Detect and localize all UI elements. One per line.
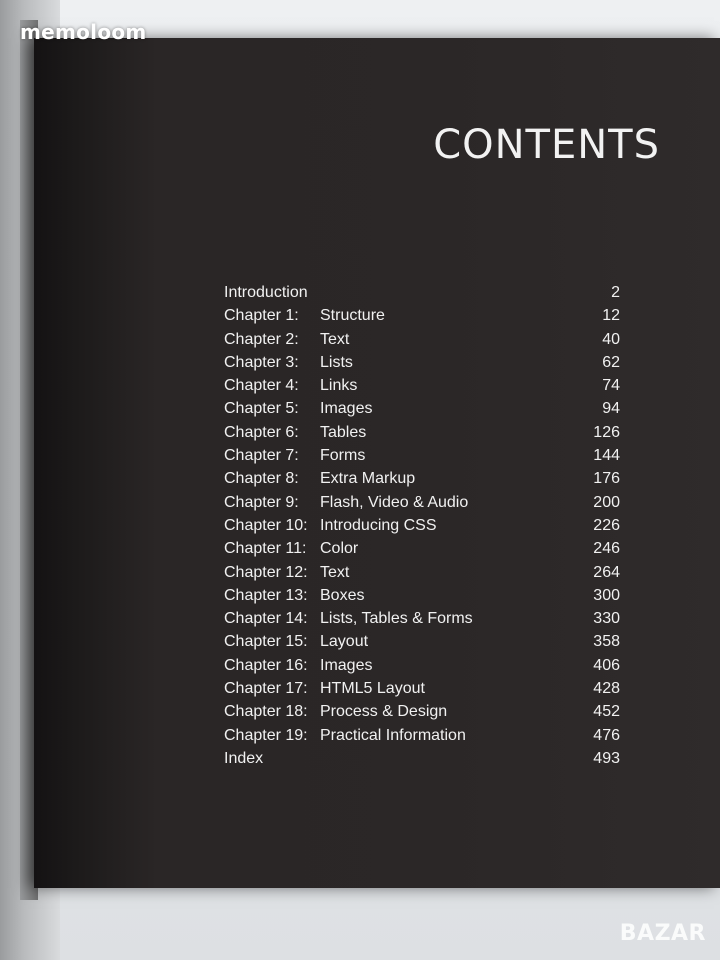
toc-chapter-label: Chapter 16: (224, 656, 308, 674)
toc-chapter-name: Boxes (320, 586, 365, 604)
toc-page-number: 40 (602, 330, 620, 348)
toc-chapter-label: Chapter 8: (224, 470, 299, 488)
toc-page-number: 452 (593, 703, 620, 721)
toc-row (224, 284, 620, 307)
toc-row (224, 633, 620, 656)
toc-page-number: 246 (593, 540, 620, 558)
toc-chapter-name: Images (320, 656, 373, 674)
toc-page-number: 176 (593, 470, 620, 488)
toc-page-number: 406 (593, 656, 620, 674)
toc-page-number: 74 (602, 377, 620, 395)
toc-row (224, 494, 620, 517)
toc-row (224, 727, 620, 750)
toc-page-number: 493 (593, 749, 620, 767)
toc-page-number: 2 (611, 284, 621, 301)
toc-page-number: 144 (593, 447, 620, 465)
toc-page-number: 200 (593, 493, 620, 511)
toc-chapter-name: Process & Design (320, 703, 448, 721)
toc-row (224, 447, 620, 470)
toc-row (224, 703, 620, 726)
toc-chapter-label: Chapter 2: (224, 330, 299, 348)
toc-chapter-name: Layout (320, 633, 369, 651)
toc-page-number: 94 (602, 400, 620, 418)
toc-chapter-label: Chapter 10: (224, 516, 308, 534)
toc-row (224, 354, 620, 377)
toc-row (224, 610, 620, 633)
toc-page-number: 62 (602, 353, 620, 371)
book-page (34, 38, 720, 888)
toc-chapter-name: Tables (320, 423, 367, 441)
toc-row (224, 470, 620, 493)
toc-chapter-name: Color (320, 540, 359, 558)
toc-chapter-label: Chapter 13: (224, 586, 308, 604)
toc-chapter-label: Chapter 14: (224, 610, 308, 628)
toc-chapter-name: Lists (320, 353, 353, 371)
brand-logo: BAZAR (619, 921, 706, 946)
toc-chapter-label: Chapter 5: (224, 400, 299, 418)
toc-chapter-name: Forms (320, 447, 366, 465)
toc-chapter-label: Chapter 11: (224, 540, 307, 558)
toc-chapter-label: Chapter 12: (224, 563, 308, 581)
toc-chapter-name: Structure (320, 307, 385, 325)
toc-row (224, 750, 620, 773)
toc-row (224, 657, 620, 680)
toc-chapter-label: Chapter 19: (224, 726, 308, 744)
toc-row (224, 587, 620, 610)
toc-page-number: 330 (593, 610, 620, 628)
toc-chapter-label: Chapter 18: (224, 703, 308, 721)
toc-page-number: 226 (593, 516, 620, 534)
toc-page-number: 300 (593, 586, 620, 604)
toc-page-number: 126 (593, 423, 620, 441)
toc-row (224, 540, 620, 563)
toc-chapter-label: Chapter 7: (224, 447, 299, 465)
toc-chapter-label: Chapter 9: (224, 493, 299, 511)
toc-chapter-name: Text (320, 563, 350, 581)
toc-row (224, 424, 620, 447)
toc-page-number: 476 (593, 726, 620, 744)
toc-row (224, 307, 620, 330)
toc-chapter-name: Practical Information (320, 726, 466, 744)
toc-row (224, 680, 620, 703)
toc-chapter-name: Introducing CSS (320, 516, 437, 534)
toc-chapter-name: Text (320, 330, 350, 348)
toc-chapter-name: Images (320, 400, 373, 418)
toc-chapter-label: Chapter 17: (224, 680, 308, 698)
toc-chapter-name: HTML5 Layout (320, 680, 425, 698)
toc-chapter-label: Index (224, 749, 264, 767)
toc-page-number: 428 (593, 680, 620, 698)
table-of-contents (224, 284, 620, 773)
toc-row (224, 331, 620, 354)
toc-chapter-label: Chapter 4: (224, 377, 299, 395)
toc-chapter-name: Lists, Tables & Forms (320, 610, 473, 628)
toc-chapter-label: Chapter 6: (224, 423, 299, 441)
toc-chapter-label: Chapter 15: (224, 633, 308, 651)
toc-row (224, 517, 620, 540)
toc-chapter-name: Links (320, 377, 358, 395)
toc-row (224, 564, 620, 587)
toc-row (224, 400, 620, 423)
toc-page-number: 12 (602, 307, 620, 325)
toc-page-number: 358 (593, 633, 620, 651)
toc-row (224, 377, 620, 400)
watermark-logo: memoloom (20, 20, 147, 44)
toc-page-number: 264 (593, 563, 620, 581)
toc-chapter-label: Introduction (224, 284, 308, 301)
toc-chapter-label: Chapter 3: (224, 353, 299, 371)
toc-chapter-label: Chapter 1: (224, 307, 299, 325)
page-title: CONTENTS (433, 122, 660, 168)
toc-chapter-name: Flash, Video & Audio (320, 493, 469, 511)
toc-chapter-name: Extra Markup (320, 470, 416, 488)
